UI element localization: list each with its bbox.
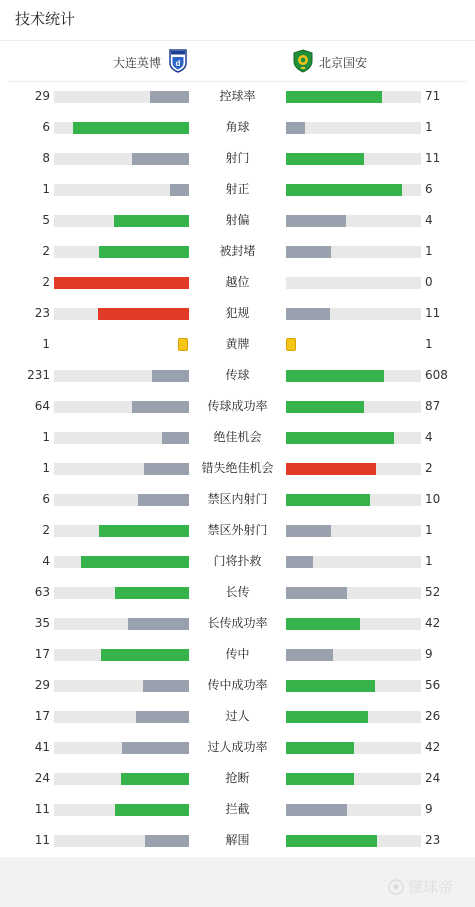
stat-row bbox=[0, 577, 475, 608]
away-stat-value: 608 bbox=[425, 368, 448, 382]
home-stat-bar-fill bbox=[99, 525, 189, 537]
home-stat-bar-fill bbox=[99, 246, 189, 258]
home-stat-value: 2 bbox=[42, 275, 50, 289]
stat-row bbox=[0, 112, 475, 143]
home-stat-bar-track bbox=[54, 556, 189, 568]
home-stat-bar-track bbox=[54, 122, 189, 134]
away-stat-bar-track bbox=[286, 494, 421, 506]
home-stat-bar-fill bbox=[81, 556, 189, 568]
home-stat-bar-track bbox=[54, 153, 189, 165]
home-stat-bar-fill bbox=[136, 711, 189, 723]
home-stat-bar-fill bbox=[114, 215, 189, 227]
home-stat-value: 29 bbox=[34, 89, 50, 103]
stat-row bbox=[0, 670, 475, 701]
stat-row bbox=[0, 763, 475, 794]
svg-text:d: d bbox=[175, 58, 181, 68]
home-stat-bar-fill bbox=[162, 432, 189, 444]
stat-label: 传球 bbox=[225, 368, 250, 382]
away-stat-bar-track bbox=[286, 370, 421, 382]
stat-label: 抢断 bbox=[225, 771, 250, 785]
home-stat-bar-track bbox=[54, 308, 189, 320]
away-stat-bar-fill bbox=[286, 556, 313, 568]
away-stat-value: 56 bbox=[425, 678, 441, 692]
away-stat-bar-fill bbox=[286, 184, 402, 196]
stat-row bbox=[0, 236, 475, 267]
home-stat-bar-track bbox=[54, 91, 189, 103]
away-stat-value: 0 bbox=[425, 275, 433, 289]
home-stat-bar-fill bbox=[132, 401, 189, 413]
away-stat-bar-track bbox=[286, 153, 421, 165]
away-stat-bar-fill bbox=[286, 835, 377, 847]
stat-label: 长传成功率 bbox=[207, 616, 268, 630]
home-stat-bar-fill bbox=[98, 308, 189, 320]
stat-label: 拦截 bbox=[225, 802, 250, 816]
away-stat-value: 9 bbox=[425, 802, 433, 816]
home-stat-bar-track bbox=[54, 277, 189, 289]
home-stat-bar-track bbox=[54, 370, 189, 382]
away-stat-bar-fill bbox=[286, 587, 347, 599]
home-stat-bar-track bbox=[54, 587, 189, 599]
dalian-yingbo-logo-icon bbox=[168, 49, 188, 76]
stat-row bbox=[0, 701, 475, 732]
away-team-header[interactable] bbox=[292, 50, 367, 74]
home-stat-bar-track bbox=[54, 649, 189, 661]
stat-label: 射门 bbox=[225, 151, 250, 165]
home-team-name: 大连英博 bbox=[112, 55, 161, 70]
stat-row bbox=[0, 639, 475, 670]
away-stat-bar-fill bbox=[286, 463, 376, 475]
stat-row bbox=[0, 825, 475, 856]
away-stat-bar-track bbox=[286, 556, 421, 568]
stat-row bbox=[0, 484, 475, 515]
stat-label: 控球率 bbox=[219, 89, 256, 103]
stat-row bbox=[0, 81, 475, 112]
home-stat-bar-fill bbox=[145, 835, 189, 847]
stat-row bbox=[0, 608, 475, 639]
away-stat-bar-fill bbox=[286, 122, 305, 134]
stat-row bbox=[0, 732, 475, 763]
stat-row bbox=[0, 391, 475, 422]
stat-row bbox=[0, 143, 475, 174]
home-stat-value: 11 bbox=[34, 802, 50, 816]
home-stat-bar-track bbox=[54, 773, 189, 785]
away-stat-bar-track bbox=[286, 680, 421, 692]
stat-label: 禁区外射门 bbox=[207, 523, 268, 537]
away-stat-value: 4 bbox=[425, 213, 433, 227]
away-stat-bar-track bbox=[286, 184, 421, 196]
away-stat-bar-fill bbox=[286, 308, 330, 320]
stat-label: 错失绝佳机会 bbox=[201, 461, 274, 475]
home-stat-bar-fill bbox=[152, 370, 189, 382]
stat-label: 角球 bbox=[225, 120, 250, 134]
home-stat-bar-track bbox=[54, 184, 189, 196]
away-stat-value: 23 bbox=[425, 833, 441, 847]
home-stat-bar-fill bbox=[170, 184, 189, 196]
away-stat-value: 42 bbox=[425, 616, 441, 630]
stat-label: 越位 bbox=[225, 275, 250, 289]
home-stat-bar-fill bbox=[101, 649, 189, 661]
home-stat-bar-track bbox=[54, 835, 189, 847]
stat-label: 犯规 bbox=[225, 306, 250, 320]
away-stat-bar-fill bbox=[286, 742, 354, 754]
away-stat-value: 24 bbox=[425, 771, 441, 785]
home-stat-bar-track bbox=[54, 525, 189, 537]
away-yellow-card-icon bbox=[286, 338, 296, 351]
away-stat-bar-track bbox=[286, 587, 421, 599]
away-stat-bar-track bbox=[286, 618, 421, 630]
stat-label: 绝佳机会 bbox=[213, 430, 262, 444]
away-stat-bar-track bbox=[286, 401, 421, 413]
home-stat-value: 231 bbox=[27, 368, 50, 382]
away-stat-bar-track bbox=[286, 215, 421, 227]
stat-label: 长传 bbox=[225, 585, 250, 599]
away-stat-bar-fill bbox=[286, 494, 370, 506]
home-stat-value: 17 bbox=[34, 709, 50, 723]
stat-label: 射偏 bbox=[225, 213, 250, 227]
away-stat-bar-track bbox=[286, 308, 421, 320]
home-stat-bar-fill bbox=[54, 277, 189, 289]
home-yellow-card-icon bbox=[178, 338, 188, 351]
home-stat-value: 4 bbox=[42, 554, 50, 568]
home-stat-bar-fill bbox=[132, 153, 189, 165]
away-stat-value: 87 bbox=[425, 399, 441, 413]
home-stat-value: 6 bbox=[42, 120, 50, 134]
stat-label: 射正 bbox=[225, 182, 250, 196]
home-stat-bar-fill bbox=[121, 773, 189, 785]
home-stat-bar-track bbox=[54, 246, 189, 258]
home-stat-bar-fill bbox=[138, 494, 189, 506]
away-stat-bar-track bbox=[286, 742, 421, 754]
football-icon bbox=[388, 879, 404, 895]
away-stat-bar-fill bbox=[286, 432, 394, 444]
away-stat-bar-track bbox=[286, 773, 421, 785]
away-stat-bar-fill bbox=[286, 91, 382, 103]
stat-label: 过人 bbox=[225, 709, 250, 723]
away-stat-bar-track bbox=[286, 804, 421, 816]
stat-label: 传球成功率 bbox=[207, 399, 268, 413]
stat-row bbox=[0, 453, 475, 484]
away-stat-bar-track bbox=[286, 711, 421, 723]
stat-row bbox=[0, 794, 475, 825]
away-stat-value: 10 bbox=[425, 492, 441, 506]
home-stat-bar-track bbox=[54, 618, 189, 630]
stat-label: 门将扑救 bbox=[213, 554, 262, 568]
home-stat-value: 5 bbox=[42, 213, 50, 227]
home-stat-bar-fill bbox=[73, 122, 189, 134]
away-stat-value: 6 bbox=[425, 182, 433, 196]
away-stat-bar-fill bbox=[286, 525, 331, 537]
home-stat-bar-track bbox=[54, 742, 189, 754]
away-stat-bar-fill bbox=[286, 246, 331, 258]
home-stat-value: 41 bbox=[34, 740, 50, 754]
home-stat-value: 23 bbox=[34, 306, 50, 320]
away-stat-bar-fill bbox=[286, 401, 364, 413]
watermark bbox=[388, 876, 453, 897]
stat-label: 传中 bbox=[225, 647, 250, 661]
home-stat-bar-fill bbox=[150, 91, 189, 103]
home-stat-value: 64 bbox=[34, 399, 50, 413]
away-stat-bar-track bbox=[286, 463, 421, 475]
away-stat-bar-track bbox=[286, 525, 421, 537]
home-stat-bar-fill bbox=[122, 742, 189, 754]
away-stat-bar-track bbox=[286, 277, 421, 289]
away-stat-bar-track bbox=[286, 91, 421, 103]
home-stat-bar-track bbox=[54, 463, 189, 475]
away-stat-bar-fill bbox=[286, 618, 360, 630]
away-stat-bar-track bbox=[286, 122, 421, 134]
away-stat-value: 52 bbox=[425, 585, 441, 599]
stat-row bbox=[0, 546, 475, 577]
home-stat-bar-track bbox=[54, 711, 189, 723]
home-stat-bar-track bbox=[54, 494, 189, 506]
stat-row bbox=[0, 329, 475, 360]
home-stat-value: 2 bbox=[42, 523, 50, 537]
home-stat-bar-fill bbox=[143, 680, 189, 692]
away-stat-value: 1 bbox=[425, 554, 433, 568]
home-stat-bar-fill bbox=[128, 618, 189, 630]
title-divider bbox=[0, 40, 475, 41]
away-stat-value: 9 bbox=[425, 647, 433, 661]
home-stat-value: 35 bbox=[34, 616, 50, 630]
home-stat-bar-fill bbox=[144, 463, 189, 475]
home-stat-bar-track bbox=[54, 401, 189, 413]
home-stat-value: 6 bbox=[42, 492, 50, 506]
stat-label: 被封堵 bbox=[219, 244, 256, 258]
stats-list bbox=[0, 81, 475, 856]
away-stat-value: 71 bbox=[425, 89, 441, 103]
home-team-header[interactable] bbox=[113, 50, 188, 74]
stat-row bbox=[0, 267, 475, 298]
away-stat-value: 42 bbox=[425, 740, 441, 754]
away-stat-value: 26 bbox=[425, 709, 441, 723]
home-stat-value: 11 bbox=[34, 833, 50, 847]
away-stat-value: 11 bbox=[425, 151, 441, 165]
away-stat-bar-fill bbox=[286, 804, 347, 816]
home-stat-value: 17 bbox=[34, 647, 50, 661]
away-stat-value: 2 bbox=[425, 461, 433, 475]
home-stat-value: 8 bbox=[42, 151, 50, 165]
stat-label: 过人成功率 bbox=[207, 740, 268, 754]
home-stat-value: 1 bbox=[42, 337, 50, 351]
home-stat-value: 1 bbox=[42, 182, 50, 196]
home-stat-bar-track bbox=[54, 432, 189, 444]
home-stat-value: 63 bbox=[34, 585, 50, 599]
away-stat-bar-track bbox=[286, 649, 421, 661]
away-stat-value: 1 bbox=[425, 523, 433, 537]
away-stat-bar-fill bbox=[286, 773, 354, 785]
away-stat-bar-fill bbox=[286, 215, 346, 227]
away-stat-bar-fill bbox=[286, 680, 375, 692]
section-title: 技术统计 bbox=[15, 10, 76, 28]
watermark-text: 懂球帝 bbox=[408, 878, 454, 896]
home-stat-value: 2 bbox=[42, 244, 50, 258]
home-stat-bar-fill bbox=[115, 804, 189, 816]
stat-row bbox=[0, 298, 475, 329]
away-stat-value: 1 bbox=[425, 244, 433, 258]
home-stat-value: 24 bbox=[34, 771, 50, 785]
away-stat-value: 1 bbox=[425, 120, 433, 134]
away-stat-bar-fill bbox=[286, 153, 364, 165]
stat-row bbox=[0, 515, 475, 546]
home-stat-bar-track bbox=[54, 215, 189, 227]
away-stat-bar-fill bbox=[286, 649, 333, 661]
beijing-guoan-logo-icon bbox=[292, 49, 314, 76]
away-stat-value: 1 bbox=[425, 337, 433, 351]
stat-row bbox=[0, 422, 475, 453]
stat-label: 禁区内射门 bbox=[207, 492, 268, 506]
home-stat-bar-track bbox=[54, 680, 189, 692]
stat-row bbox=[0, 205, 475, 236]
away-stat-bar-track bbox=[286, 432, 421, 444]
away-stat-value: 11 bbox=[425, 306, 441, 320]
stat-label: 解围 bbox=[225, 833, 250, 847]
away-stat-bar-fill bbox=[286, 711, 368, 723]
away-stat-bar-track bbox=[286, 246, 421, 258]
away-stat-value: 4 bbox=[425, 430, 433, 444]
home-stat-value: 1 bbox=[42, 430, 50, 444]
away-stat-bar-track bbox=[286, 835, 421, 847]
stat-row bbox=[0, 360, 475, 391]
stat-label: 传中成功率 bbox=[207, 678, 268, 692]
home-stat-value: 1 bbox=[42, 461, 50, 475]
stat-label: 黄牌 bbox=[225, 337, 250, 351]
away-stat-bar-fill bbox=[286, 370, 384, 382]
home-stat-bar-fill bbox=[115, 587, 189, 599]
away-team-name: 北京国安 bbox=[319, 55, 368, 70]
home-stat-bar-track bbox=[54, 804, 189, 816]
home-stat-value: 29 bbox=[34, 678, 50, 692]
stat-row bbox=[0, 174, 475, 205]
